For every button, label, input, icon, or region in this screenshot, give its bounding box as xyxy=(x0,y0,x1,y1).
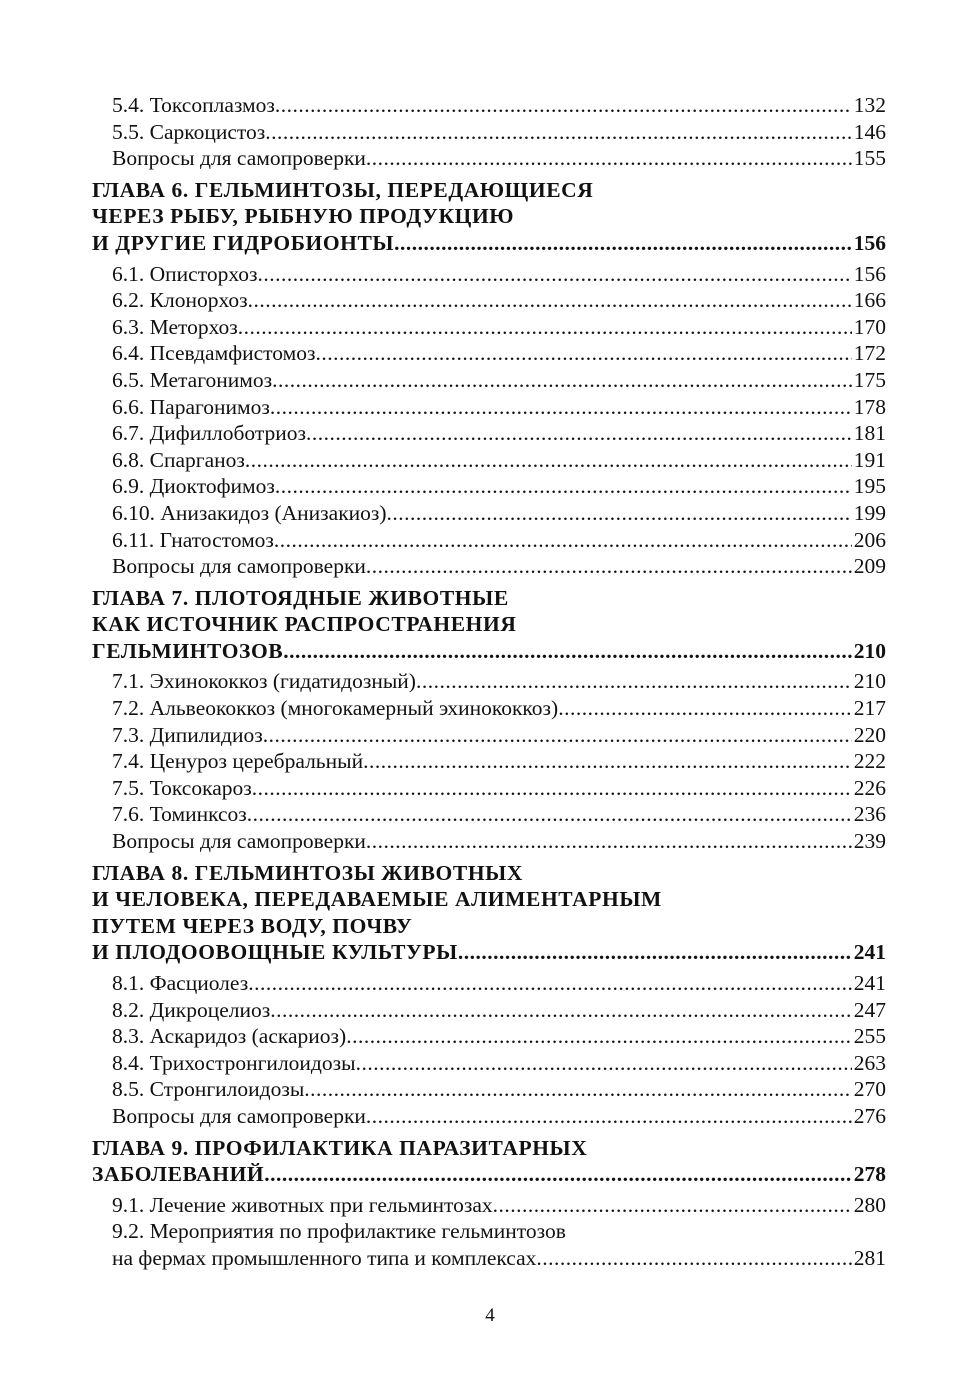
table-of-contents xyxy=(92,92,886,1272)
dot-leader xyxy=(283,638,852,665)
toc-entry-page: 247 xyxy=(853,997,886,1022)
toc-entry-title: 6.11. Гнатостомоз xyxy=(112,527,274,552)
toc-entry-title: 7.4. Ценуроз церебральный xyxy=(112,749,364,774)
toc-entry-title: Вопросы для самопроверки xyxy=(112,554,366,579)
toc-entry-title: 8.1. Фасциолез xyxy=(112,971,249,995)
toc-entry xyxy=(92,748,886,775)
dot-leader xyxy=(306,420,852,447)
toc-entry xyxy=(92,801,886,828)
toc-entry xyxy=(92,473,886,500)
dot-leader xyxy=(366,1103,852,1130)
chapter-page: 241 xyxy=(853,940,886,965)
chapter-9-heading xyxy=(92,1135,886,1188)
chapter-heading-line: ЧЕРЕЗ РЫБУ, РЫБНУЮ ПРОДУКЦИЮ xyxy=(92,204,515,229)
toc-entry-title: 6.6. Парагонимоз xyxy=(112,394,270,419)
toc-entry xyxy=(92,1245,886,1272)
chapter-heading-line: И ЧЕЛОВЕКА, ПЕРЕДАВАЕМЫЕ АЛИМЕНТАРНЫМ xyxy=(92,887,662,912)
chapter-heading-line: ГЛАВА 6. ГЕЛЬМИНТОЗЫ, ПЕРЕДАЮЩИЕСЯ xyxy=(92,177,594,202)
toc-entry-page: 281 xyxy=(853,1245,886,1270)
chapter-heading-last-line xyxy=(92,939,886,966)
chapter-heading-line: ГЛАВА 8. ГЕЛЬМИНТОЗЫ ЖИВОТНЫХ xyxy=(92,860,523,885)
dot-leader xyxy=(363,748,852,775)
dot-leader xyxy=(270,394,852,421)
toc-entry xyxy=(92,828,886,855)
dot-leader xyxy=(272,367,852,394)
toc-entry xyxy=(92,314,886,341)
chapter-heading-line: ГЛАВА 7. ПЛОТОЯДНЫЕ ЖИВОТНЫЕ xyxy=(92,585,509,610)
toc-entry xyxy=(92,394,886,421)
toc-entry-page: 210 xyxy=(853,669,886,694)
toc-entry xyxy=(92,367,886,394)
toc-entry-title: 6.2. Клонорхоз xyxy=(112,288,248,313)
toc-entry-page: 276 xyxy=(853,1103,886,1128)
toc-entry-page: 170 xyxy=(853,314,886,339)
dot-leader xyxy=(458,939,852,966)
toc-entry-page: 195 xyxy=(853,474,886,499)
toc-entry-page: 270 xyxy=(853,1077,886,1102)
toc-entry-page: 178 xyxy=(853,394,886,419)
toc-entry-page: 236 xyxy=(853,802,886,827)
dot-leader xyxy=(247,801,852,828)
toc-entry xyxy=(92,145,886,172)
dot-leader xyxy=(274,527,852,554)
page-number: 4 xyxy=(485,1305,495,1326)
toc-entry-page: 181 xyxy=(853,421,886,446)
toc-entry-page: 239 xyxy=(853,829,886,854)
toc-entry-title: на фермах промышленного типа и комплексах xyxy=(112,1245,537,1270)
chapter-heading-last-line xyxy=(92,1161,886,1188)
toc-entry-title: 6.10. Анизакидоз (Анизакиоз) xyxy=(112,500,387,525)
dot-leader xyxy=(366,828,852,855)
chapter-heading-last-line xyxy=(92,230,886,257)
dot-leader xyxy=(394,230,852,257)
dot-leader xyxy=(558,695,852,722)
toc-entry xyxy=(92,1103,886,1130)
toc-entry xyxy=(92,722,886,749)
dot-leader xyxy=(315,340,851,367)
toc-entry-title: 7.3. Дипилидиоз xyxy=(112,722,263,747)
dot-leader xyxy=(356,1050,852,1077)
toc-entry-title: 7.2. Альвеококкоз (многокамерный эхинококкоз) xyxy=(112,696,559,721)
toc-entry-title: 6.7. Дифиллоботриоз xyxy=(112,421,307,446)
toc-entry xyxy=(92,340,886,367)
chapter-6-heading xyxy=(92,177,886,257)
toc-entry-title: 6.5. Метагонимоз xyxy=(112,367,273,392)
chapter-heading-line: ЗАБОЛЕВАНИЙ xyxy=(92,1162,265,1187)
chapter-heading-line: И ПЛОДООВОЩНЫЕ КУЛЬТУРЫ xyxy=(92,940,458,965)
chapter-7-heading xyxy=(92,585,886,665)
toc-entry-page: 255 xyxy=(853,1024,886,1049)
dot-leader xyxy=(258,261,852,288)
toc-entry-title: 7.1. Эхинококкоз (гидатидозный) xyxy=(112,669,416,694)
toc-entry-page: 263 xyxy=(853,1050,886,1075)
toc-entry-title: Вопросы для самопроверки xyxy=(112,1103,366,1128)
toc-entry-page: 206 xyxy=(853,527,886,552)
toc-entry-page: 280 xyxy=(853,1192,886,1217)
toc-entry xyxy=(92,775,886,802)
toc-entry-title: 6.1. Описторхоз xyxy=(112,261,258,286)
chapter-heading-line: ГЕЛЬМИНТОЗОВ xyxy=(92,638,284,663)
toc-entry-title: 6.4. Псевдамфистомоз xyxy=(112,341,316,366)
toc-entry-title: 5.5. Саркоцистоз xyxy=(112,119,266,144)
dot-leader xyxy=(248,970,852,997)
toc-entry-page: 146 xyxy=(853,119,886,144)
toc-entry xyxy=(92,447,886,474)
toc-entry xyxy=(92,119,886,146)
chapter-heading-line: ГЛАВА 9. ПРОФИЛАКТИКА ПАРАЗИТАРНЫХ xyxy=(92,1135,588,1160)
toc-entry xyxy=(92,553,886,580)
toc-entry-page: 132 xyxy=(853,93,886,117)
dot-leader xyxy=(270,997,851,1024)
toc-entry-title: 8.3. Аскаридоз (аскариоз) xyxy=(112,1024,347,1049)
dot-leader xyxy=(265,119,851,146)
chapter-heading-line: КАК ИСТОЧНИК РАСПРОСТРАНЕНИЯ xyxy=(92,612,517,637)
toc-entry xyxy=(92,1192,886,1219)
dot-leader xyxy=(493,1192,852,1219)
toc-entry-page: 199 xyxy=(853,500,886,525)
dot-leader xyxy=(416,668,852,695)
dot-leader xyxy=(304,1076,851,1103)
dot-leader xyxy=(366,553,852,580)
toc-entry xyxy=(92,527,886,554)
toc-entry-title: 7.5. Токсокароз xyxy=(112,775,252,800)
toc-entry-page: 209 xyxy=(853,554,886,579)
chapter-heading-line: ПУТЕМ ЧЕРЕЗ ВОДУ, ПОЧВУ xyxy=(92,913,413,938)
toc-entry-title: 5.4. Токсоплазмоз xyxy=(112,93,275,117)
toc-entry xyxy=(92,420,886,447)
chapter-page: 210 xyxy=(853,638,886,663)
toc-entry-page: 166 xyxy=(853,288,886,313)
toc-entry xyxy=(92,1050,886,1077)
toc-entry-page: 226 xyxy=(853,775,886,800)
chapter-page: 156 xyxy=(853,230,886,255)
toc-entry-title: 6.9. Диоктофимоз xyxy=(112,474,275,499)
toc-entry-title: 6.3. Меторхоз xyxy=(112,314,238,339)
toc-entry-page: 156 xyxy=(853,261,886,286)
toc-entry xyxy=(92,500,886,527)
toc-entry-title: Вопросы для самопроверки xyxy=(112,146,366,171)
chapter-8-heading xyxy=(92,860,886,966)
toc-entry-title: 8.5. Стронгилоидозы xyxy=(112,1077,305,1102)
toc-entry-title: 8.4. Трихостронгилоидозы xyxy=(112,1050,356,1075)
toc-entry-first-line: 9.2. Мероприятия по профилактике гельминтозов xyxy=(112,1219,566,1244)
toc-entry xyxy=(92,970,886,997)
dot-leader xyxy=(238,314,852,341)
chapter-heading-line: И ДРУГИЕ ГИДРОБИОНТЫ xyxy=(92,230,395,255)
toc-entry-page: 172 xyxy=(853,341,886,366)
toc-entry-page: 175 xyxy=(853,367,886,392)
dot-leader xyxy=(366,145,852,172)
dot-leader xyxy=(536,1245,851,1272)
toc-entry-title: 6.8. Спарганоз xyxy=(112,447,245,472)
dot-leader xyxy=(346,1023,852,1050)
toc-entry xyxy=(92,668,886,695)
toc-entry-title: 8.2. Дикроцелиоз xyxy=(112,997,271,1022)
dot-leader xyxy=(252,775,852,802)
dot-leader xyxy=(275,473,852,500)
chapter-page: 278 xyxy=(853,1162,886,1187)
toc-entry-page: 222 xyxy=(853,749,886,774)
toc-entry-page: 191 xyxy=(853,447,886,472)
toc-entry-title: Вопросы для самопроверки xyxy=(112,829,366,854)
toc-entry-page: 220 xyxy=(853,722,886,747)
toc-entry-page: 155 xyxy=(853,146,886,171)
toc-entry xyxy=(92,997,886,1024)
toc-entry xyxy=(92,287,886,314)
dot-leader xyxy=(387,500,852,527)
dot-leader xyxy=(263,722,852,749)
toc-entry-page: 217 xyxy=(853,696,886,721)
dot-leader xyxy=(248,287,852,314)
chapter-heading-last-line xyxy=(92,638,886,665)
toc-entry-page: 241 xyxy=(853,971,886,995)
dot-leader xyxy=(245,447,852,474)
dot-leader xyxy=(275,92,852,119)
toc-entry-title: 9.1. Лечение животных при гельминтозах xyxy=(112,1192,493,1217)
toc-entry xyxy=(92,92,886,119)
dot-leader xyxy=(264,1161,852,1188)
toc-entry xyxy=(92,1076,886,1103)
toc-entry xyxy=(92,1023,886,1050)
toc-entry xyxy=(92,261,886,288)
toc-entry-title: 7.6. Томинксоз xyxy=(112,802,247,827)
toc-entry xyxy=(92,695,886,722)
